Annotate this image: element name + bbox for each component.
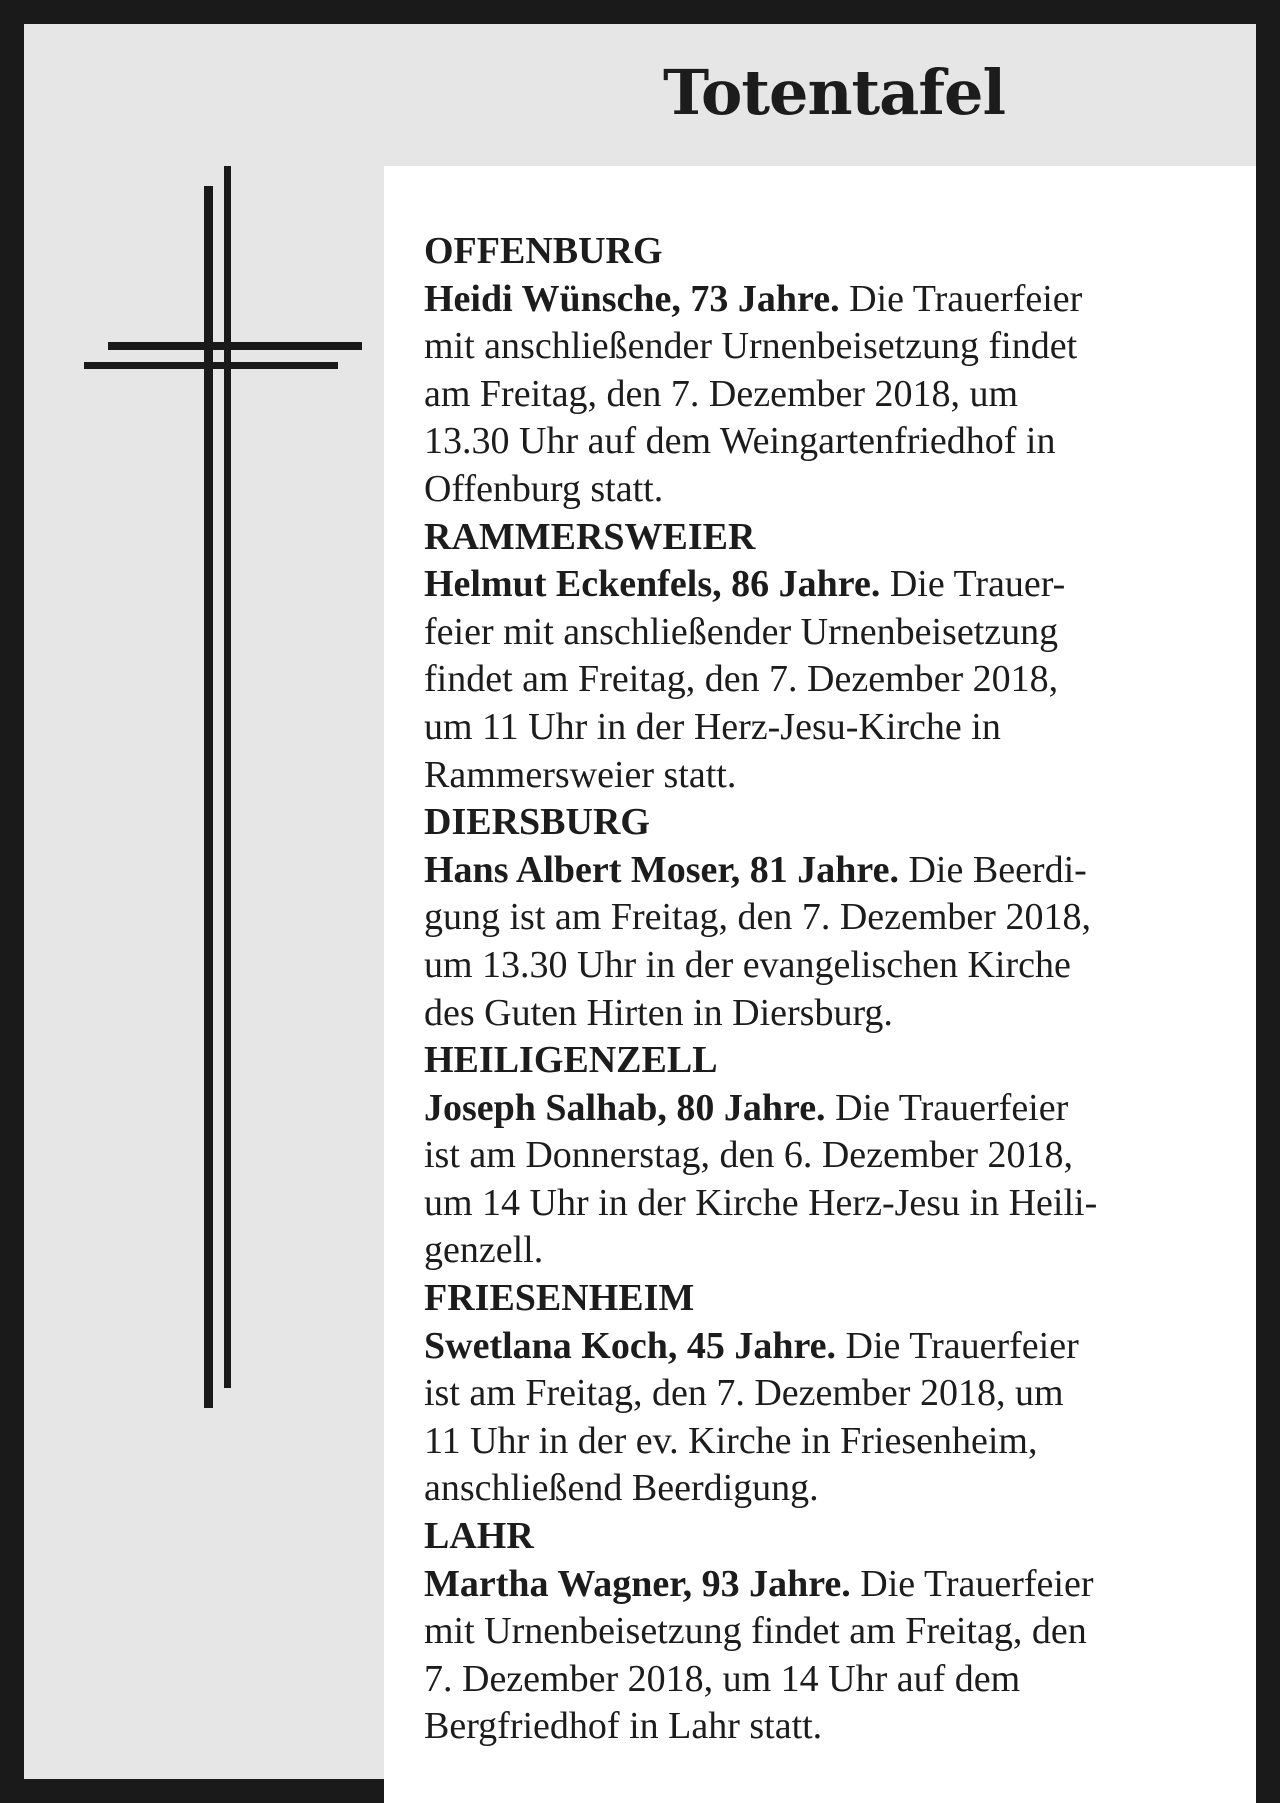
entry-text: Die Trauerfeier	[850, 1562, 1094, 1605]
entry-line	[424, 1656, 1224, 1704]
entry-place: RAMMERSWEIER	[424, 515, 756, 558]
obituary-entry	[424, 799, 1224, 1037]
entry-text: Die Beerdi-	[898, 848, 1087, 891]
entry-text: Rammersweier statt.	[424, 753, 737, 796]
entry-line	[424, 609, 1224, 657]
entry-text: Die Trauerfeier	[839, 277, 1083, 320]
entry-line	[424, 1227, 1224, 1275]
entry-text: 7. Dezember 2018, um 14 Uhr auf dem	[424, 1657, 1021, 1700]
entry-place: DIERSBURG	[424, 801, 650, 844]
entry-line	[424, 1323, 1224, 1371]
entry-name-age: Joseph Salhab, 80 Jahre.	[424, 1086, 826, 1129]
entry-line	[424, 1465, 1224, 1513]
entry-text: um 14 Uhr in der Kirche Herz-Jesu in Heili-	[424, 1181, 1098, 1224]
entry-text: des Guten Hirten in Diersburg.	[424, 991, 893, 1034]
cross-horizontal-bar-top	[108, 342, 362, 350]
entry-text: Offenburg statt.	[424, 467, 664, 510]
entry-line	[424, 276, 1224, 324]
entry-text: mit anschließender Urnenbeisetzung findet	[424, 325, 1078, 368]
cross-vertical-bar-left	[204, 186, 213, 1408]
entry-text: ist am Freitag, den 7. Dezember 2018, um	[424, 1372, 1064, 1415]
entry-text: Die Trauer-	[880, 563, 1066, 606]
entry-line	[424, 1608, 1224, 1656]
entry-name-age: Martha Wagner, 93 Jahre.	[424, 1562, 851, 1605]
entry-text: Bergfriedhof in Lahr statt.	[424, 1705, 823, 1748]
entry-text: findet am Freitag, den 7. Dezember 2018,	[424, 658, 1059, 701]
entry-line	[424, 466, 1224, 514]
entry-text: um 13.30 Uhr in der evangelischen Kirche	[424, 943, 1071, 986]
entry-place: OFFENBURG	[424, 230, 663, 272]
entry-line	[424, 942, 1224, 990]
page-title: Totentafel	[662, 56, 1006, 129]
obituary-entry	[424, 1275, 1224, 1513]
entry-line	[424, 1132, 1224, 1180]
latin-cross-icon	[54, 164, 364, 1424]
entry-line	[424, 847, 1224, 895]
entry-line	[424, 371, 1224, 419]
entry-line	[424, 656, 1224, 704]
entry-line	[424, 1561, 1224, 1609]
entry-text: 11 Uhr in der ev. Kirche in Friesenheim,	[424, 1419, 1038, 1462]
entry-place: LAHR	[424, 1515, 534, 1558]
entry-name-age: Heidi Wünsche, 73 Jahre.	[424, 277, 840, 320]
entry-place: HEILIGENZELL	[424, 1039, 718, 1082]
entry-place: FRIESENHEIM	[424, 1277, 695, 1320]
entry-line	[424, 894, 1224, 942]
obituary-entry	[424, 1513, 1224, 1751]
content-panel	[384, 166, 1256, 1803]
entry-line	[424, 1370, 1224, 1418]
entry-text: mit Urnenbeisetzung findet am Freitag, den	[424, 1610, 1087, 1653]
entry-line	[424, 561, 1224, 609]
entry-text: Die Trauerfeier	[825, 1086, 1069, 1129]
cross-horizontal-bar-bottom	[84, 362, 338, 369]
entry-name-age: Swetlana Koch, 45 Jahre.	[424, 1324, 837, 1367]
obituary-entry	[424, 514, 1224, 800]
entry-text: um 11 Uhr in der Herz-Jesu-Kirche in	[424, 705, 1001, 748]
entry-text: anschließend Beerdigung.	[424, 1467, 819, 1510]
entry-line	[424, 418, 1224, 466]
obituary-list	[424, 228, 1224, 1751]
entry-text: 13.30 Uhr auf dem Weingartenfriedhof in	[424, 420, 1056, 463]
obituary-entry	[424, 228, 1224, 514]
entry-text: gung ist am Freitag, den 7. Dezember 2018,	[424, 896, 1091, 939]
entry-text: Die Trauerfeier	[836, 1324, 1079, 1367]
entry-line	[424, 704, 1224, 752]
entry-name-age: Hans Albert Moser, 81 Jahre.	[424, 848, 899, 891]
entry-name-age: Helmut Eckenfels, 86 Jahre.	[424, 563, 881, 606]
entry-text: feier mit anschließender Urnenbeisetzung	[424, 610, 1059, 653]
obituary-entry	[424, 1037, 1224, 1275]
entry-text: genzell.	[424, 1229, 544, 1272]
entry-text: ist am Donnerstag, den 6. Dezember 2018,	[424, 1134, 1073, 1177]
entry-text: am Freitag, den 7. Dezember 2018, um	[424, 372, 1019, 415]
entry-line	[424, 323, 1224, 371]
entry-line	[424, 752, 1224, 800]
entry-line	[424, 1180, 1224, 1228]
entry-line	[424, 1418, 1224, 1466]
entry-line	[424, 1703, 1224, 1751]
entry-line	[424, 1085, 1224, 1133]
entry-line	[424, 990, 1224, 1038]
